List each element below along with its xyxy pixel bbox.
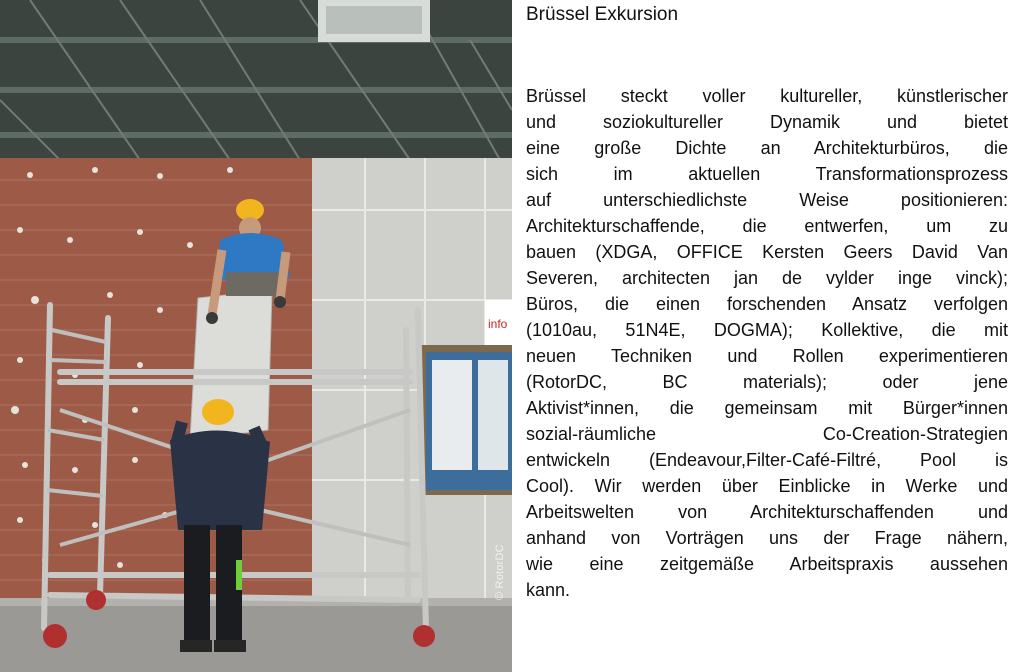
- body-line: sozial-räumliche Co-Creation-Strategien: [526, 424, 1008, 444]
- notice-paper-left: [432, 360, 472, 470]
- info-sign-text: info: [488, 317, 508, 331]
- body-line: bauen (XDGA, OFFICE Kersten Geers David Van: [526, 242, 1008, 262]
- body-line: Cool). Wir werden über Einblicke in Werke und: [526, 476, 1008, 496]
- body-line: entwickeln (Endeavour,Filter-Café-Filtré, Pool is: [526, 450, 1008, 470]
- text-column: [526, 0, 1008, 603]
- body-line: Brüssel steckt voller kultureller, künstlerischer: [526, 86, 1008, 106]
- floor: [0, 598, 512, 672]
- lower-worker-arm-right: [254, 428, 262, 446]
- body-line: sich im aktuellen Transformationsprozess: [526, 164, 1008, 184]
- photo-credit: © RotorDC: [494, 544, 506, 600]
- lower-worker-leg-left: [184, 525, 210, 643]
- lower-worker-shoe-left: [180, 640, 212, 652]
- notice-paper-right: [478, 360, 508, 470]
- lower-worker-shoe-right: [214, 640, 246, 652]
- body-line: anhand von Vorträgen uns der Frage nähern,: [526, 528, 1008, 548]
- body-line: Severen, architecten jan de vylder inge vinck);: [526, 268, 1008, 288]
- body-line: Aktivist*innen, die gemeinsam mit Bürger*innen: [526, 398, 1008, 418]
- upper-worker-glove-right: [274, 296, 286, 308]
- body-line: eine große Dichte an Architekturbüros, die: [526, 138, 1008, 158]
- ceiling-light-grille: [326, 6, 422, 34]
- page-title: Brüssel Exkursion: [526, 4, 679, 25]
- body-line: und soziokultureller Dynamik und bietet: [526, 112, 1008, 132]
- body-line: auf unterschiedlichste Weise positionieren:: [526, 190, 1008, 210]
- body-paragraph: [526, 83, 1008, 603]
- body-line: (RotorDC, BC materials); oder jene: [526, 372, 1008, 392]
- lower-worker-jacket: [170, 430, 270, 530]
- body-line: Architekturschaffende, die entwerfen, um zu: [526, 216, 1008, 236]
- lower-worker-helmet: [202, 399, 234, 425]
- upper-worker-arm-right: [280, 252, 286, 300]
- upper-worker-glove-left: [206, 312, 218, 324]
- body-line: Arbeitswelten von Architekturschaffenden und: [526, 502, 1008, 522]
- body-line: neuen Techniken und Rollen experimentieren: [526, 346, 1008, 366]
- body-line: Büros, die einen forschenden Ansatz verfolgen: [526, 294, 1008, 314]
- body-line: wie eine zeitgemäße Arbeitspraxis aussehen: [526, 554, 1008, 574]
- body-line: (1010au, 51N4E, DOGMA); Kollektive, die mit: [526, 320, 1008, 340]
- lower-worker-green-detail: [236, 560, 242, 590]
- body-line: kann.: [526, 580, 571, 600]
- lower-worker-arm-left: [176, 422, 182, 445]
- upper-worker-trousers: [226, 272, 282, 296]
